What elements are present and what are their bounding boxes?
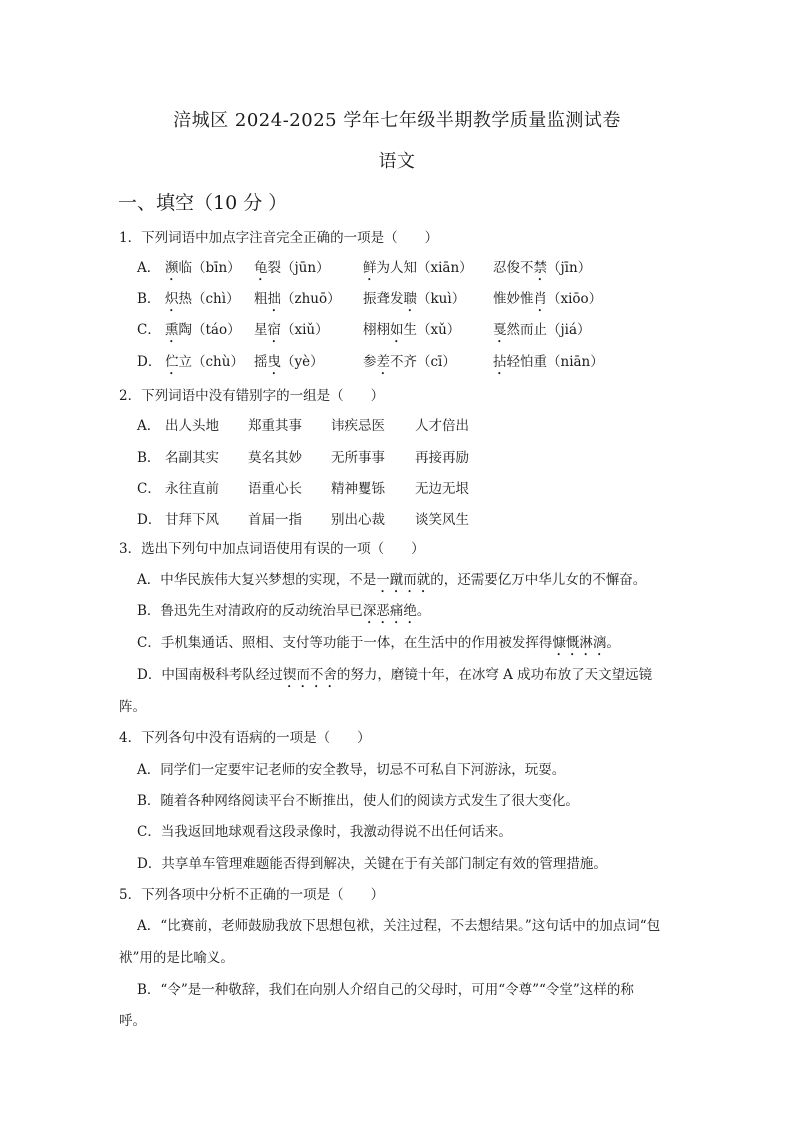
dotted-character: 熏 [165,322,179,338]
word-with-pinyin: 戛然而止（jiá） [493,322,591,338]
option-word: 讳疾忌医 [331,418,385,434]
word-with-pinyin: 粗拙（zhuō） [254,291,341,307]
question-3-option-d-continued: 阵。 [119,699,146,715]
dotted-character: 濒 [165,260,179,276]
word-with-pinyin: 濒临（bīn） [165,260,241,276]
option-word: 首届一指 [248,512,302,528]
question-5-option-b: B．“令”是一种敬辞，我们在向别人介绍自己的父母时，可用“令尊”“令堂”这样的称 [137,982,634,998]
dotted-phrase: 一蹴而就 [376,572,431,588]
question-4-option-b: B．随着各种网络阅读平台不断推出，使人们的阅读方式发生了很大变化。 [137,793,579,809]
word-with-pinyin: 摇曳（yè） [254,354,324,370]
option-letter: C． [137,481,161,497]
dotted-character: 肖 [533,291,547,307]
option-word: 再接再励 [415,450,469,466]
word-with-pinyin: 伫立（chù） [165,354,244,370]
word-with-pinyin: 栩栩如生（xǔ） [363,322,461,338]
dotted-character: 鲜 [363,260,377,276]
word-with-pinyin: 忍俊不禁（jīn） [493,260,592,276]
dotted-character: 聩 [403,291,417,307]
option-word: 出人头地 [165,418,219,434]
dotted-character: 拈 [493,354,507,370]
dotted-character: 龟 [254,260,268,276]
exam-title: 涪城区 2024-2025 学年七年级半期教学质量监测试卷 [173,110,621,131]
question-5-option-a: A．“比赛前，老师鼓励我放下思想包袱，关注过程，不去想结果。”这句话中的加点词“包 [137,918,661,934]
option-word: 无边无垠 [415,481,469,497]
option-word: 永往直前 [165,481,219,497]
dotted-character: 伫 [165,354,179,370]
dotted-phrase: 锲而不舍 [282,667,337,683]
question-3-option-b: B．鲁迅先生对清政府的反动统治早已深恶痛绝。 [137,603,431,619]
dotted-character: 炽 [165,291,179,307]
dotted-phrase: 慷慨淋漓 [552,635,607,651]
option-letter: A． [137,418,161,434]
word-with-pinyin: 炽热（chì） [165,291,240,307]
option-word: 精神矍铄 [331,481,385,497]
option-word: 莫名其妙 [248,450,302,466]
dotted-character: 曳 [267,354,281,370]
word-with-pinyin: 振聋发聩（kuì） [363,291,466,307]
word-with-pinyin: 参差不齐（cī） [363,354,456,370]
option-word: 语重心长 [248,481,302,497]
question-3-option-d: D．中国南极科考队经过锲而不舍的努力，磨镜十年，在冰穹 A 成功布放了天文望远镜 [137,667,653,683]
option-word: 谈笑风生 [415,512,469,528]
dotted-character: 差 [376,354,390,370]
question-5-stem: 5．下列各项中分析不正确的一项是（ ） [119,887,385,903]
word-with-pinyin: 星宿（xiǔ） [254,322,329,338]
word-with-pinyin: 拈轻怕重（niān） [493,354,604,370]
question-5-option-b-continued: 呼。 [119,1013,146,1029]
option-letter: B． [137,450,161,466]
question-4-option-c: C．当我返回地球观看这段录像时，我激动得说不出任何话来。 [137,824,512,840]
option-letter: D． [137,354,162,370]
word-with-pinyin: 鲜为人知（xiān） [363,260,473,276]
question-3-stem: 3．选出下列句中加点词语使用有误的一项（ ） [119,541,425,557]
option-letter: D． [137,512,162,528]
word-with-pinyin: 惟妙惟肖（xiōo） [493,291,603,307]
question-4-option-d: D．共享单车管理难题能否得到解决，关键在于有关部门制定有效的管理措施。 [137,856,607,872]
question-2-stem: 2．下列词语中没有错别字的一组是（ ） [119,388,385,404]
option-word: 郑重其事 [248,418,302,434]
subject-title: 语文 [378,151,416,172]
option-letter: B． [137,291,161,307]
question-3-option-a: A．中华民族伟大复兴梦想的实现，不是一蹴而就的，还需要亿万中华儿女的不懈奋。 [137,572,647,588]
word-with-pinyin: 龟裂（jūn） [254,260,330,276]
option-word: 人才倍出 [415,418,469,434]
dotted-character: 宿 [267,322,281,338]
section-heading: 一、填空（10 分 ） [118,192,288,214]
option-letter: C． [137,322,161,338]
option-word: 名副其实 [165,450,219,466]
dotted-character: 如 [390,322,404,338]
option-letter: A． [137,260,161,276]
question-3-option-c: C．手机集通话、照相、支付等功能于一体，在生活中的作用被发挥得慷慨淋漓。 [137,635,620,651]
dotted-phrase: 深恶痛绝 [362,603,417,619]
question-4-option-a: A．同学们一定要牢记老师的安全教导，切忌不可私自下河游泳，玩耍。 [137,762,566,778]
question-4-stem: 4．下列各句中没有语病的一项是（ ） [119,730,371,746]
question-1-stem: 1．下列词语中加点字注音完全正确的一项是（ ） [119,230,439,246]
option-word: 无所事事 [331,450,385,466]
option-word: 甘拜下风 [165,512,219,528]
dotted-character: 拙 [267,291,281,307]
question-5-option-a-continued: 袱”用的是比喻义。 [119,950,234,966]
dotted-character: 禁 [533,260,547,276]
option-word: 别出心裁 [331,512,385,528]
dotted-character: 戛 [493,322,507,338]
word-with-pinyin: 熏陶（táo） [165,322,241,338]
